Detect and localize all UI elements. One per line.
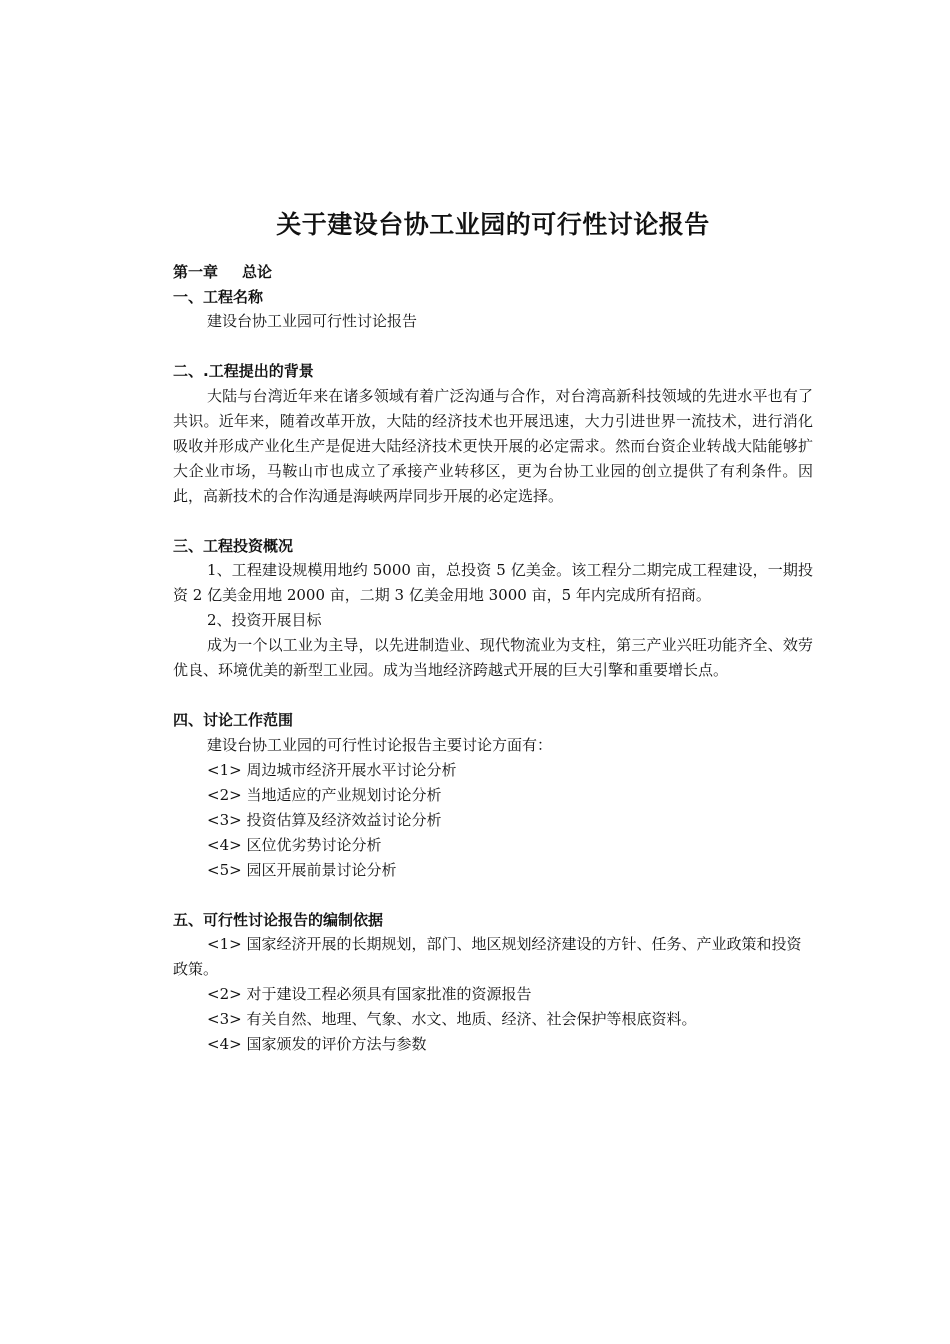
section-1-body: 建设台协工业园可行性讨论报告 [207, 312, 418, 330]
section-2-body: 大陆与台湾近年来在诸多领域有着广泛沟通与合作，对台湾高新科技领域的先进水平也有了共识。近年来，随着改革开放，大陆的经济技术也开展迅速，大力引进世界一流技术，进行消化吸收并形成产业化生产是促进大陆经济技术更快开展的必定需求。然而台资企业转战大陆能够扩大企业市场，马鞍山市也成立了承接产业转移区，更为台协工业园的创立提供了有利条件。因此，高新技术的合作沟通是海峡两岸同步开展的必定选择。 [173, 386, 813, 505]
list-item: <5> 园区开展前景讨论分析 [207, 860, 397, 879]
list-item: <1> 周边城市经济开展水平讨论分析 [207, 760, 457, 779]
list-item: <4> 国家颁发的评价方法与参数 [207, 1035, 427, 1053]
list-item: <3> 有关自然、地理、气象、水文、地质、经济、社会保护等根底资料。 [207, 1010, 697, 1028]
list-item: <2> 当地适应的产业规划讨论分析 [207, 785, 442, 804]
section-1-heading: 一、工程名称 [173, 287, 264, 306]
list-item: <1> 国家经济开展的长期规划，部门、地区规划经济建设的方针、任务、产业政策和投资政策。 [173, 935, 802, 978]
list-item: <3> 投资估算及经济效益讨论分析 [207, 810, 442, 829]
section-3-heading: 三、工程投资概况 [173, 536, 294, 555]
list-item: <2> 对于建设工程必须具有国家批准的资源报告 [207, 985, 532, 1003]
section-3-paragraph-1: 1、工程建设规模用地约 5000 亩，总投资 5 亿美金。该工程分二期完成工程建设，一期投资 2 亿美金用地 2000 亩，二期 3 亿美金用地 3000 亩，5 年内完成所有招商。 [173, 561, 813, 604]
section-5-heading: 五、可行性讨论报告的编制依据 [173, 910, 384, 929]
section-4-heading: 四、讨论工作范围 [173, 711, 294, 729]
document-title: 关于建设台协工业园的可行性讨论报告 [276, 210, 710, 239]
section-2-heading: 二、.工程提出的背景 [173, 362, 314, 380]
section-3-paragraph-2: 2、投资开展目标 [207, 611, 322, 629]
chapter-heading [173, 260, 813, 285]
document-content [173, 206, 813, 1057]
chapter-name: 总论 [242, 263, 273, 281]
list-item: <4> 区位优劣势讨论分析 [207, 835, 382, 854]
section-4-intro: 建设台协工业园的可行性讨论报告主要讨论方面有： [207, 735, 553, 754]
section-3-paragraph-3: 成为一个以工业为主导，以先进制造业、现代物流业为支柱，第三产业兴旺功能齐全、效劳优良、环境优美的新型工业园。成为当地经济跨越式开展的巨大引擎和重要增长点。 [173, 636, 813, 679]
chapter-number: 第一章 [173, 263, 219, 281]
